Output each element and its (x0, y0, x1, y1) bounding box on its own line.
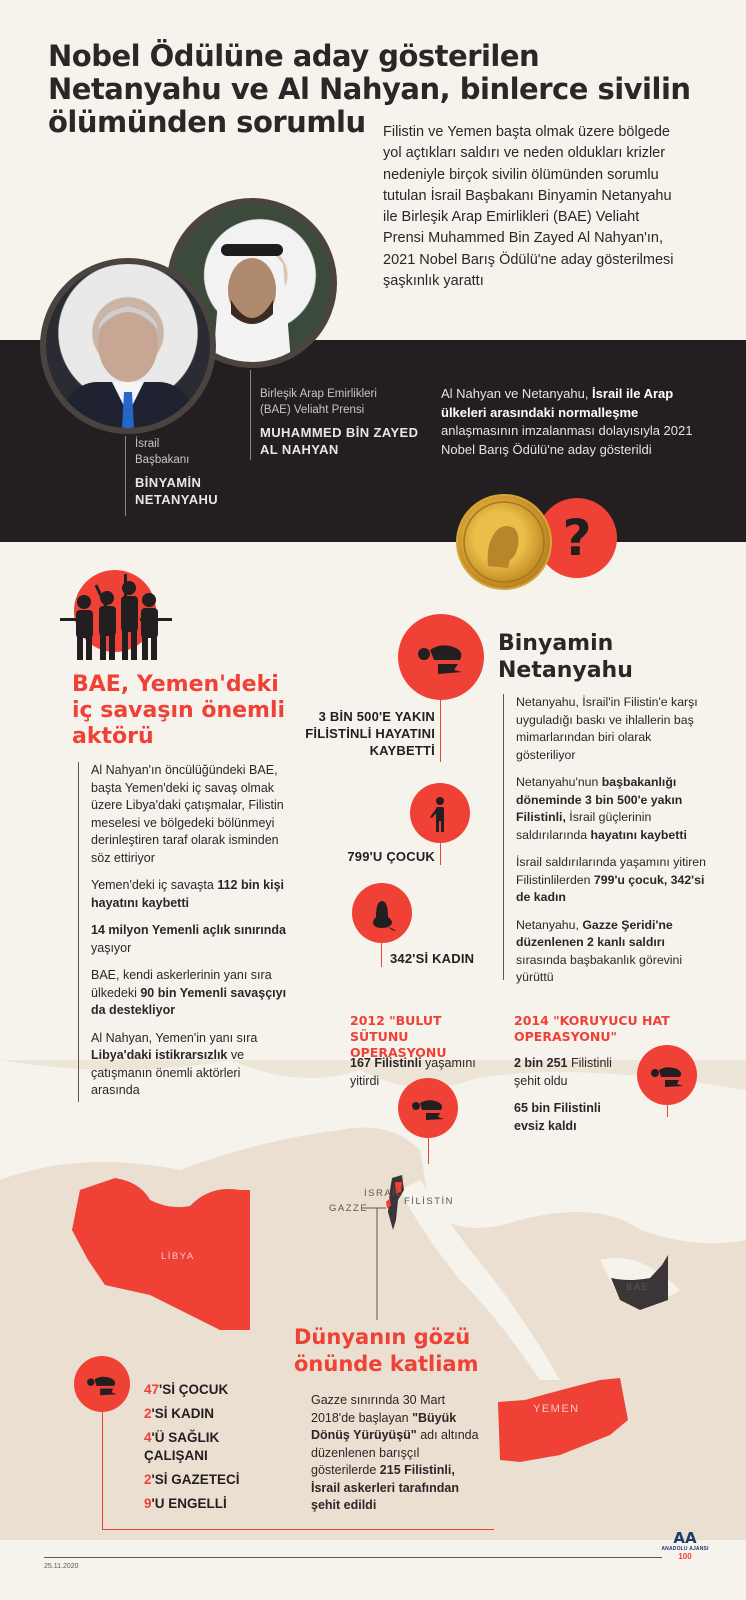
op2012-line (428, 1138, 429, 1164)
uae-info-4-bold: 90 bin Yemenli savaşçıyı da destekliyor (91, 985, 287, 1017)
uae-info-5-pre: Al Nahyan, Yemen'in yanı sıra (91, 1030, 258, 1045)
netanyahu-info-list (503, 694, 713, 984)
netanyahu-connector-line (125, 436, 126, 516)
aa-logo-text: ANADOLU AJANSI (661, 1546, 709, 1552)
netanyahu-heading (498, 630, 633, 684)
aa-anniversary: 100 (678, 1552, 692, 1561)
massacre-heading (294, 1324, 479, 1378)
fallen-person-icon (74, 1356, 130, 1412)
nahyan-connector-line (250, 370, 251, 460)
map-label-uae: BAE (626, 1282, 650, 1293)
massacre-heading-line1: Dünyanın gözü (294, 1325, 471, 1349)
aa-logo-mark: AA (673, 1529, 697, 1547)
casualty-circle-1 (398, 614, 484, 700)
fallen-person-icon (637, 1045, 697, 1105)
victim-num: 47 (144, 1382, 160, 1397)
stat-3500-line3: KAYBETTİ (369, 743, 435, 758)
map-label-yemen: YEMEN (533, 1403, 580, 1415)
uae-info-2-bold: 112 bin kişi hayatını kaybetti (91, 878, 285, 910)
operation-2014-bold1: 2 bin 251 (514, 1056, 568, 1070)
massacre-bold2: 215 Filistinli, İsrail askerleri tarafından şehit edildi (311, 1463, 459, 1512)
massacre-mid: adı altında düzenlenen barışçıl gösterilerde (311, 1428, 479, 1477)
netanyahu-name-line2: NETANYAHU (135, 492, 219, 507)
uae-info-1: Al Nahyan'ın öncülüğündeki BAE, başta Yemen'deki iç savaş olmak üzere Libya'daki çatışmalar, Filistin meselesi ve bölgedeki bölünmeyi derinleştiren taraf olarak isminden söz ettiriyor (91, 763, 284, 865)
netanyahu-name-line1: BİNYAMİN (135, 475, 202, 490)
victim-row (144, 1381, 284, 1399)
map-label-israel: İSRAİL (364, 1188, 404, 1199)
uae-info-3-bold: 14 milyon Yemenli açlık sınırında (91, 923, 286, 937)
massacre-bold: "Büyük Dönüş Yürüyüşü" (311, 1410, 457, 1442)
netanyahu-info-2 (516, 774, 713, 844)
uae-info-5-bold: Libya'daki istikrarsızlık (91, 1048, 228, 1062)
uae-info-5 (91, 1030, 290, 1100)
map-label-gaza: GAZZE (329, 1203, 369, 1214)
uae-info-3-post: yaşıyor (91, 940, 132, 955)
uae-info-2-pre: Yemen'deki iç savaşta (91, 878, 218, 892)
question-mark-icon: ? (562, 509, 592, 567)
intro-text: Filistin ve Yemen başta olmak üzere bölgede yol açtıkları saldırı ve neden oldukları krizler nedeniyle birçok sivilin ölümünden sorumlu tutulan İsrail Başbakanı Binyamin Netanyahu ile Birleşik Arap Emirlikleri (BAE) Veliaht Prensi Muhammed Bin Zayed Al Nahyan'ın, 2021 Nobel Barış Ödülü'ne aday gösterilmesi şaşkınlık yarattı (383, 124, 674, 290)
nomination-post: anlaşmasının imzalanması dolayısıyla 2021 Nobel Barış Ödülü'ne aday gösterildi (441, 423, 693, 457)
nahyan-name-line1: MUHAMMED BİN ZAYED (260, 425, 419, 440)
op2014-line (667, 1105, 668, 1117)
operation-2014-text (514, 1055, 634, 1145)
footer-divider (44, 1557, 662, 1558)
op2014-circle (637, 1045, 697, 1105)
netanyahu-info-4-bold: Gazze Şeridi'ne düzenlenen 2 kanlı saldırı (516, 917, 673, 949)
nahyan-name-line2: AL NAHYAN (260, 442, 339, 457)
netanyahu-info-3 (516, 854, 713, 907)
op2012-circle (398, 1078, 458, 1138)
netanyahu-role-line1: İsrail (135, 438, 160, 450)
victim-row (144, 1429, 254, 1465)
woman-icon (352, 883, 412, 943)
uae-info-4 (91, 967, 290, 1020)
netanyahu-info-3-bold: 799'u çocuk, 342'si de kadın (516, 872, 705, 904)
netanyahu-role-line2: Başbakanı (135, 454, 190, 466)
nomination-bold: İsrail ile Arap ülkeleri arasındaki normalleşme (441, 386, 674, 420)
massacre-pre: Gazze sınırında 30 Mart 2018'de başlayan (311, 1393, 446, 1425)
woman-circle (352, 883, 412, 943)
page-title: Nobel Ödülüne aday gösterilen Netanyahu ve Al Nahyan, binlerce sivilin ölümünden sorumlu (48, 39, 691, 139)
operation-2014-post1: Filistinli şehit oldu (514, 1056, 612, 1088)
massacre-circle (74, 1356, 130, 1412)
child-icon (410, 783, 470, 843)
fallen-person-icon (398, 1078, 458, 1138)
uae-info-4-pre: BAE, kendi askerlerinin yanı sıra ülkedeki (91, 968, 272, 1000)
netanyahu-info-2-pre: Netanyahu'nun (516, 775, 602, 789)
victim-num: 2 (144, 1406, 152, 1421)
operation-2014-line2 (514, 1100, 634, 1135)
map-label-palestine: FİLİSTİN (404, 1196, 455, 1207)
victim-row (144, 1471, 284, 1489)
footer-date: 25.11.2020 (44, 1563, 79, 1570)
netanyahu-heading-line1: Binyamin (498, 631, 614, 656)
operation-2012-bold: 167 Filistinli (350, 1056, 422, 1070)
nomination-pre: Al Nahyan ve Netanyahu, (441, 386, 593, 401)
victim-text: 'Sİ ÇOCUK (159, 1382, 229, 1397)
stat-3500-line1: 3 BİN 500'E YAKIN (318, 709, 435, 724)
stat-3500-line2: FİLİSTİNLİ HAYATINI (305, 726, 435, 741)
soldiers-icon (56, 572, 174, 664)
netanyahu-info-2-bold2: hayatını kaybetti (590, 827, 687, 842)
massacre-line-vertical (102, 1412, 103, 1530)
stat-children: 799'U ÇOCUK (347, 849, 435, 864)
map-label-libya: LİBYA (161, 1251, 195, 1262)
victim-row (144, 1495, 284, 1513)
woman-line (381, 943, 382, 967)
massacre-text (311, 1392, 481, 1515)
netanyahu-info-4-post: sırasında başbakanlık görevini yürüttü (516, 952, 683, 984)
casualty-line-1 (440, 700, 441, 762)
nahyan-caption (260, 386, 430, 458)
uae-info-3 (91, 922, 290, 957)
netanyahu-silhouette-icon (46, 264, 210, 428)
stat-3500 (290, 708, 435, 759)
victim-num: 4 (144, 1430, 152, 1445)
netanyahu-info-1: Netanyahu, İsrail'in Filistin'e karşı uyguladığı baskı ve ihlallerin baş mimarlarından biri olarak gösteriliyor (516, 695, 698, 762)
nomination-text (441, 385, 701, 459)
netanyahu-info-4 (516, 917, 713, 987)
operation-2012-post: yaşamını yitirdi (350, 1056, 476, 1088)
nahyan-role-line1: Birleşik Arap Emirlikleri (260, 388, 377, 400)
netanyahu-portrait (40, 258, 216, 434)
anadolu-logo (660, 1530, 710, 1561)
operation-2014-heading: 2014 "KORUYUCU HAT OPERASYONU" (514, 1013, 670, 1044)
victims-list (144, 1381, 284, 1513)
uae-heading: BAE, Yemen'deki iç savaşın önemli aktörü (72, 672, 286, 749)
netanyahu-info-3-pre: İsrail saldırılarında yaşamını yitiren Filistinlilerden (516, 855, 706, 887)
netanyahu-info-2-bold: başbakanlığı döneminde 3 bin 500'e yakın Filistinli, (516, 775, 683, 824)
victim-text: 'Sİ KADIN (151, 1406, 214, 1421)
netanyahu-caption (135, 436, 245, 508)
child-circle (410, 783, 470, 843)
child-line (440, 843, 441, 865)
victim-text: 'Sİ GAZETECİ (151, 1472, 240, 1487)
victim-num: 2 (144, 1472, 152, 1487)
operation-2014-line1 (514, 1055, 634, 1090)
massacre-heading-line2: önünde katliam (294, 1352, 479, 1376)
victim-row (144, 1405, 284, 1423)
medal-profile-icon (458, 496, 550, 588)
uae-info-list (78, 762, 290, 1102)
stat-women: 342'Sİ KADIN (390, 951, 475, 966)
netanyahu-heading-line2: Netanyahu (498, 658, 633, 683)
uae-info-2 (91, 877, 290, 912)
massacre-line-horizontal (102, 1529, 494, 1530)
operation-2012-heading: 2012 "BULUT SÜTUNU OPERASYONU (350, 1013, 447, 1060)
netanyahu-info-2-mid: İsrail güçlerinin saldırılarında (516, 810, 652, 842)
victim-num: 9 (144, 1496, 152, 1511)
nobel-medal-icon (456, 494, 552, 590)
netanyahu-info-4-pre: Netanyahu, (516, 917, 583, 932)
nahyan-role-line2: (BAE) Veliaht Prensi (260, 404, 365, 416)
fallen-person-icon (398, 614, 484, 700)
operation-2014-bold2: 65 bin Filistinli evsiz kaldı (514, 1101, 601, 1133)
victim-text: 'Ü SAĞLIK ÇALIŞANI (144, 1430, 220, 1463)
uae-info-5-post: ve çatışmanın önemli aktörleri arasında (91, 1048, 245, 1097)
victim-text: 'U ENGELLİ (151, 1496, 227, 1511)
